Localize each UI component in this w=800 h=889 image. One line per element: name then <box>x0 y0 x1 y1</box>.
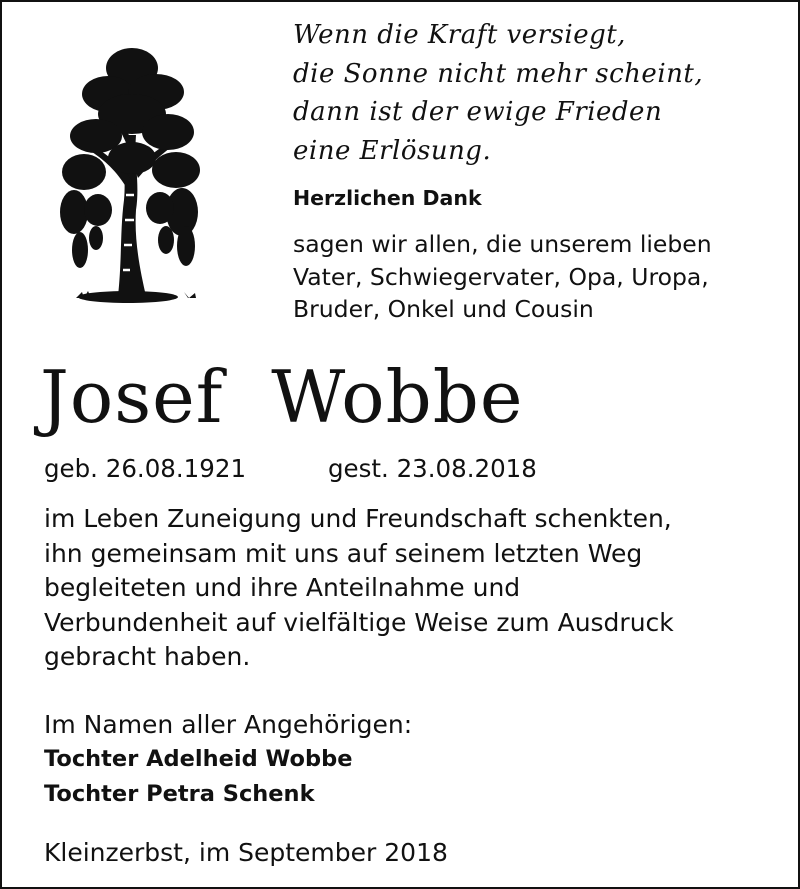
place-and-date: Kleinzerbst, im September 2018 <box>44 838 448 867</box>
body-line: Verbundenheit auf vielfältige Weise zum Ausdruck <box>44 607 674 637</box>
thanks-continuation <box>44 502 674 675</box>
body-line: begleiteten und ihre Anteilnahme und <box>44 573 521 603</box>
thanks-text <box>293 228 712 326</box>
poem-line: Wenn die Kraft versiegt, <box>293 20 626 50</box>
signature-intro: Im Namen aller Angehörigen: <box>44 710 413 739</box>
body-line: gebracht haben. <box>44 642 251 672</box>
thanks-line: Vater, Schwiegervater, Opa, Uropa, <box>293 262 709 291</box>
birth-date: geb. 26.08.1921 <box>44 454 247 483</box>
signer-name: Tochter Adelheid Wobbe <box>44 746 353 772</box>
thanks-line: sagen wir allen, die unserem lieben <box>293 230 712 258</box>
birch-tree-icon <box>56 40 206 315</box>
poem-line: die Sonne nicht mehr scheint, <box>293 58 704 89</box>
body-line: im Leben Zuneigung und Freundschaft schenkten, <box>44 504 672 533</box>
body-line: ihn gemeinsam mit uns auf seinem letzten Weg <box>44 538 643 568</box>
life-dates <box>44 452 537 486</box>
death-date: gest. 23.08.2018 <box>328 454 537 483</box>
deceased-name: Josef Wobbe <box>40 355 524 439</box>
thanks-heading: Herzlichen Dank <box>293 186 482 210</box>
poem <box>293 16 703 170</box>
poem-line: eine Erlösung. <box>293 135 492 166</box>
thanks-line: Bruder, Onkel und Cousin <box>293 295 594 323</box>
signers <box>44 742 353 812</box>
poem-line: dann ist der ewige Frieden <box>293 97 663 127</box>
signer-name: Tochter Petra Schenk <box>44 781 315 807</box>
